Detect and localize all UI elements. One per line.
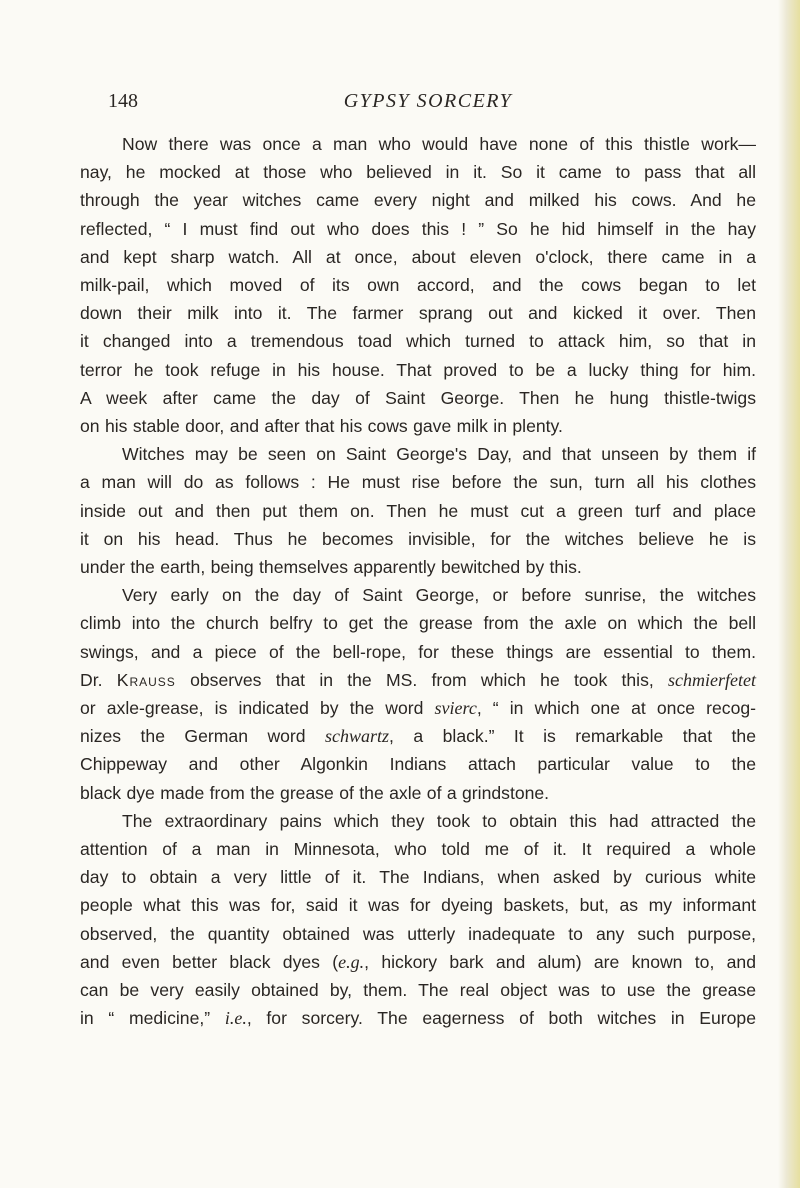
italic-text: i.e. — [224, 1008, 247, 1029]
text-line — [80, 186, 756, 214]
text-line — [80, 412, 756, 440]
text-run: , hickory bark and alum) are known to, and — [364, 951, 757, 972]
text-line — [80, 807, 756, 835]
text-run: and kept sharp watch. All at once, about eleven o'clock, there came in a — [80, 246, 756, 267]
text-run: Now there was once a man who would have none of this thistle work— — [122, 134, 756, 154]
text-line — [80, 327, 756, 355]
text-line — [80, 553, 756, 581]
text-run: Chippeway and other Algonkin Indians attach particular value to the — [80, 754, 756, 775]
text-run: a man will do as follows : He must rise before the sun, turn all his clothes — [80, 472, 756, 493]
text-run: , “ in which one at once recog- — [476, 698, 757, 719]
text-run: Witches may be seen on Saint George's Day, and that unseen by them if — [122, 444, 756, 465]
text-run: A week after came the day of Saint George. Then he hung thistle-twigs — [80, 387, 756, 408]
text-line — [80, 863, 756, 891]
text-run: on his stable door, and after that his cows gave milk in plenty. — [80, 416, 563, 437]
page-edge — [778, 0, 800, 1188]
text-line — [80, 976, 756, 1004]
text-run: in “ medicine,” — [80, 1008, 225, 1029]
text-run: and even better black dyes ( — [80, 951, 339, 972]
text-line — [80, 1004, 756, 1032]
text-run: , a black.” It is remarkable that the — [389, 726, 756, 747]
text-run: nizes the German word — [80, 726, 326, 747]
text-run: or axle-grease, is indicated by the word — [80, 698, 435, 719]
text-line — [80, 356, 756, 384]
text-run: people what this was for, said it was for dyeing baskets, but, as my informant — [80, 895, 756, 916]
text-run: down their milk into it. The farmer sprang out and kicked it over. Then — [80, 303, 756, 324]
text-line — [80, 779, 756, 807]
text-run: Dr. — [80, 669, 117, 690]
text-run: observed, the quantity obtained was utterly inadequate to any such purpose, — [80, 923, 756, 944]
text-line — [80, 722, 756, 750]
text-run: The extraordinary pains which they took to obtain this had attracted the — [122, 810, 756, 831]
text-run: terror he took refuge in his house. That proved to be a lucky thing for him. — [80, 359, 756, 380]
text-line — [80, 581, 756, 609]
text-run: attention of a man in Minnesota, who told me of it. It required a whole — [80, 839, 756, 860]
text-run: reflected, “ I must find out who does this ! ” So he hid himself in the hay — [80, 218, 756, 239]
italic-text: schwartz — [325, 726, 390, 747]
text-line — [80, 468, 756, 496]
text-line — [80, 299, 756, 327]
text-line — [80, 130, 756, 158]
text-run: black dye made from the grease of the axle of a grindstone. — [80, 782, 550, 803]
text-line — [80, 271, 756, 299]
running-title: GYPSY SORCERY — [343, 90, 513, 112]
text-line — [80, 750, 756, 778]
page-header — [108, 90, 748, 120]
text-line — [80, 920, 756, 948]
italic-text: e.g. — [338, 951, 365, 972]
text-line — [80, 948, 756, 976]
text-run: through the year witches came every night and milked his cows. And he — [80, 190, 756, 211]
text-run: day to obtain a very little of it. The Indians, when asked by curious white — [80, 867, 756, 888]
text-run: climb into the church belfry to get the grease from the axle on which the bell — [80, 613, 756, 634]
text-run: observes that in the MS. from which he took this, — [175, 669, 669, 690]
text-run: milk-pail, which moved of its own accord, and the cows began to let — [80, 275, 756, 296]
text-line — [80, 497, 756, 525]
text-line — [80, 243, 756, 271]
text-line — [80, 694, 756, 722]
text-run: under the earth, being themselves apparently bewitched by this. — [80, 557, 582, 578]
body-text — [80, 130, 756, 1033]
page-number: 148 — [108, 90, 138, 112]
text-run: can be very easily obtained by, them. The real object was to use the grease — [80, 980, 756, 1001]
text-line — [80, 666, 756, 694]
text-line — [80, 638, 756, 666]
text-line — [80, 835, 756, 863]
text-run: inside out and then put them on. Then he must cut a green turf and place — [80, 500, 756, 521]
text-line — [80, 158, 756, 186]
small-caps-name: Krauss — [116, 669, 176, 690]
text-run: swings, and a piece of the bell-rope, for these things are essential to them. — [80, 641, 756, 662]
text-line — [80, 891, 756, 919]
text-line — [80, 525, 756, 553]
text-run: nay, he mocked at those who believed in it. So it came to pass that all — [80, 162, 756, 183]
text-run: , for sorcery. The eagerness of both witches in Europe — [246, 1008, 757, 1029]
text-run: it on his head. Thus he becomes invisible, for the witches believe he is — [80, 528, 756, 549]
text-run: it changed into a tremendous toad which turned to attack him, so that in — [80, 331, 756, 352]
text-line — [80, 215, 756, 243]
italic-text: schmierfetet — [668, 669, 756, 690]
text-line — [80, 440, 756, 468]
italic-text: svierc — [434, 698, 477, 719]
text-run: Very early on the day of Saint George, or before sunrise, the witches — [122, 585, 756, 606]
text-line — [80, 384, 756, 412]
text-line — [80, 609, 756, 637]
